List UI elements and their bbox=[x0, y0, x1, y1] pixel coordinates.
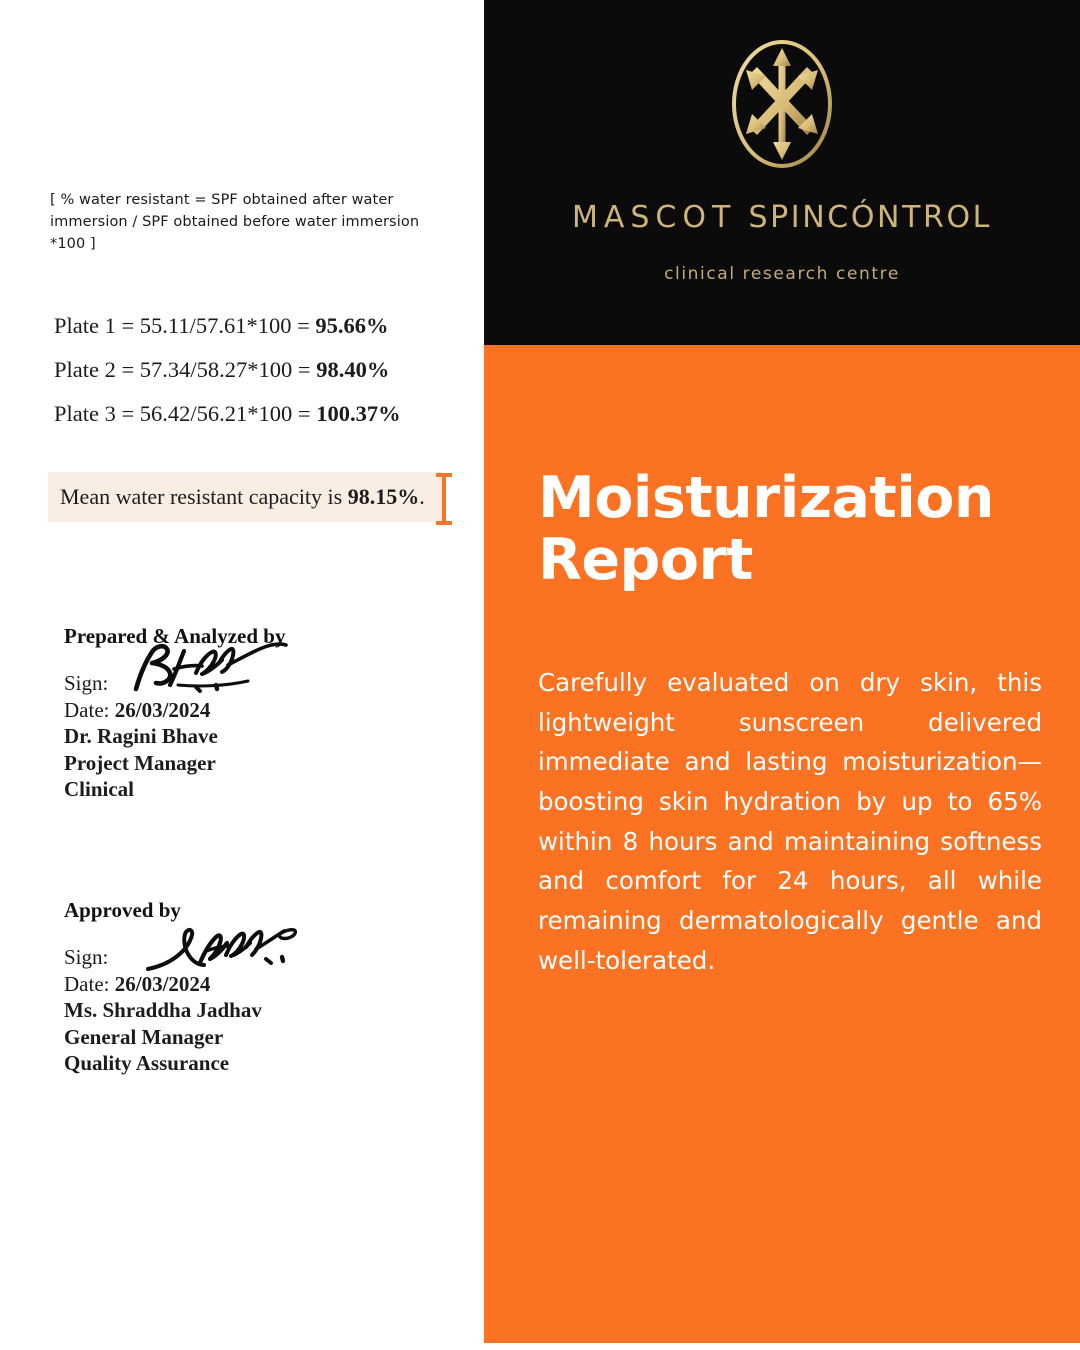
document-scan-column bbox=[0, 0, 484, 1350]
plate-result: 98.40% bbox=[316, 357, 390, 382]
plate-calculation-row bbox=[54, 313, 474, 339]
ibeam-stem bbox=[442, 473, 446, 525]
plate-result: 100.37% bbox=[316, 401, 401, 426]
text-ibeam-cursor-icon bbox=[436, 473, 452, 525]
date-label: Date: bbox=[64, 972, 115, 996]
right-panel bbox=[484, 0, 1080, 1350]
six-arrow-oval-logo-icon bbox=[726, 34, 838, 174]
brand-header-band bbox=[484, 0, 1080, 345]
ibeam-bottom-cap bbox=[436, 521, 452, 525]
brand-tagline: clinical research centre bbox=[664, 264, 900, 284]
approved-by-role: General Manager bbox=[64, 1024, 224, 1049]
brand-name bbox=[484, 200, 1080, 235]
water-resistance-formula-note: [ % water resistant = SPF obtained after water immersion / SPF obtained before water immersion *100 ] bbox=[50, 192, 420, 253]
approved-by-block bbox=[64, 898, 444, 1077]
prepared-by-date-line bbox=[64, 697, 444, 723]
prepared-by-role: Project Manager bbox=[64, 750, 216, 775]
mean-statement-prefix: Mean water resistant capacity is bbox=[60, 484, 348, 509]
prepared-by-block bbox=[64, 624, 444, 803]
mean-statement bbox=[48, 484, 425, 510]
report-body-text: Carefully evaluated on dry skin, this lightweight sunscreen delivered immediate and lasting moisturization—boosting skin hydration by up to 65% within 8 hours and maintaining softness and comfort for 24 hours, all while remaining dermatologically gentle and well-tolerated. bbox=[538, 668, 1042, 975]
report-content-band bbox=[484, 345, 1080, 1343]
prepared-by-heading: Prepared & Analyzed by bbox=[64, 624, 286, 648]
brand-name-part2: SPINCÓNTROL bbox=[748, 200, 992, 235]
mean-water-resistance-highlight bbox=[48, 472, 444, 522]
prepared-by-name: Dr. Ragini Bhave bbox=[64, 724, 218, 749]
plate-expression: Plate 1 = 55.11/57.61*100 = bbox=[54, 313, 316, 338]
sign-label: Sign: bbox=[64, 671, 109, 695]
approved-by-sign-row bbox=[64, 929, 444, 971]
plate-result: 95.66% bbox=[315, 313, 389, 338]
plate-calculation-row bbox=[54, 357, 474, 383]
jadhav-signature-icon bbox=[142, 921, 312, 979]
mean-statement-value: 98.15% bbox=[347, 484, 420, 509]
approved-by-heading: Approved by bbox=[64, 898, 181, 922]
sign-label: Sign: bbox=[64, 945, 109, 969]
plate-calculation-row bbox=[54, 401, 474, 427]
prepared-by-department: Clinical bbox=[64, 777, 135, 802]
plate-calculation-list bbox=[54, 313, 474, 445]
approved-by-name: Ms. Shraddha Jadhav bbox=[64, 998, 262, 1023]
plate-expression: Plate 2 = 57.34/58.27*100 = bbox=[54, 357, 317, 382]
prepared-by-sign-row bbox=[64, 655, 444, 697]
report-title: Moisturization Report bbox=[538, 465, 994, 593]
mean-statement-suffix: . bbox=[419, 484, 425, 509]
date-value: 26/03/2024 bbox=[114, 972, 211, 996]
brand-name-part1: MASCOT bbox=[571, 200, 737, 235]
plate-expression: Plate 3 = 56.42/56.21*100 = bbox=[54, 401, 317, 426]
date-value: 26/03/2024 bbox=[114, 698, 211, 722]
approved-by-department: Quality Assurance bbox=[64, 1051, 230, 1076]
date-label: Date: bbox=[64, 698, 115, 722]
bhave-signature-icon bbox=[122, 639, 292, 697]
